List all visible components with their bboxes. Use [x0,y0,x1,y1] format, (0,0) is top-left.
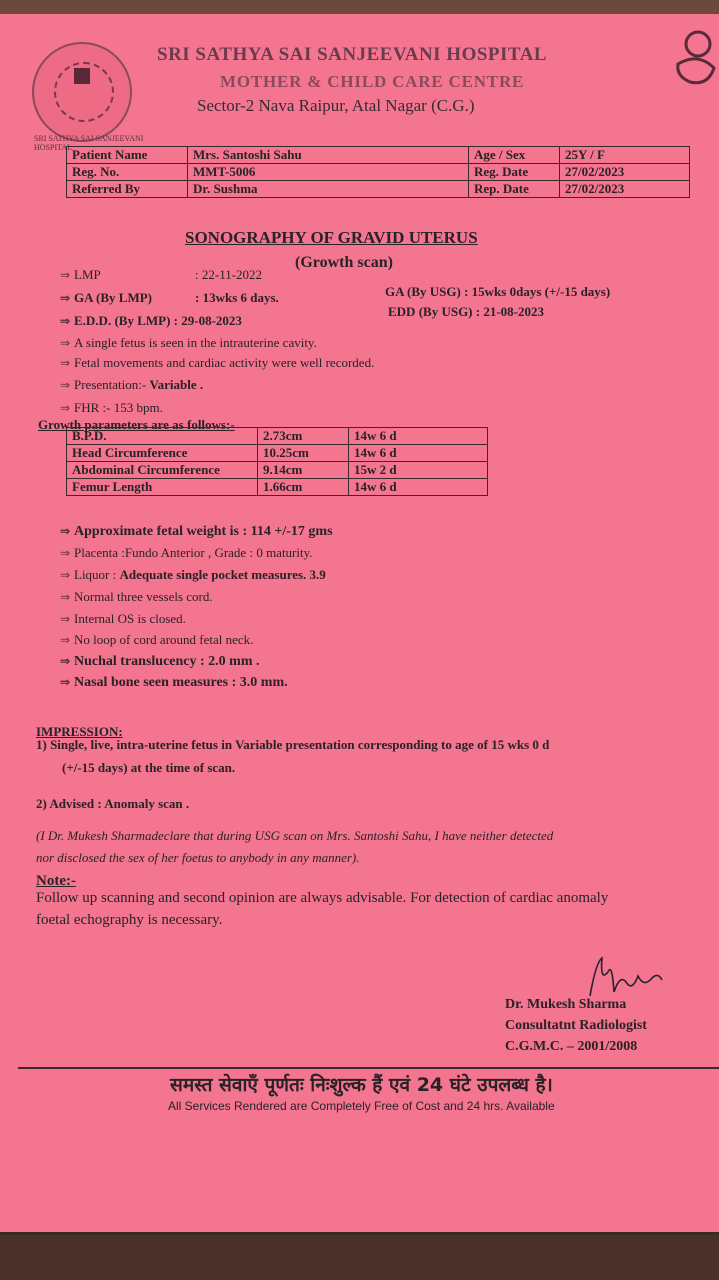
note-heading: Note:- [36,873,76,889]
nasal-row [60,675,288,691]
finding-row [60,335,317,351]
signature-designation: Consultatnt Radiologist [505,1018,647,1033]
rep-date-label: Rep. Date [469,181,560,198]
background-surface [0,1235,719,1280]
bullet-icon: ⇒ [60,568,71,582]
os-text: Internal OS is closed. [74,611,186,626]
presentation-value: Variable . [149,377,204,392]
presentation-label: Presentation:- [74,377,147,392]
finding-text: A single fetus is seen in the intrauterine cavity. [74,335,317,350]
ga-lmp-label: GA (By LMP) [74,290,152,305]
rep-date: 27/02/2023 [560,181,690,198]
growth-value: 10.25cm [258,445,349,462]
bullet-icon: ⇒ [60,590,71,604]
growth-param: B.P.D. [67,428,258,445]
bullet-icon: ⇒ [60,675,71,689]
loop-row [60,632,253,648]
note-line2: foetal echography is necessary. [36,912,223,928]
edd-usg-label: EDD (By USG) : [388,304,481,319]
bullet-icon: ⇒ [60,336,71,350]
signature-reg: C.G.M.C. – 2001/2008 [505,1039,638,1054]
bullet-icon: ⇒ [60,546,71,560]
growth-age: 14w 6 d [349,428,488,445]
growth-param: Femur Length [67,479,258,496]
growth-param: Abdominal Circumference [67,462,258,479]
footer-hindi: समस्त सेवाएँ पूर्णतः निःशुल्क हैं एवं 24 घंटे उपलब्ध है। [170,1074,553,1096]
bullet-icon: ⇒ [60,401,71,415]
fetal-weight-text: Approximate fetal weight is : 114 +/-17 gms [74,524,333,539]
patient-info-table [66,146,690,198]
patient-name-label: Patient Name [67,147,188,164]
nt-row [60,654,260,670]
bullet-icon: ⇒ [60,268,71,282]
cross-icon [74,68,90,84]
hospital-subtitle: MOTHER & CHILD CARE CENTRE [220,72,525,91]
reg-no-label: Reg. No. [67,164,188,181]
loop-text: No loop of cord around fetal neck. [74,632,254,647]
ga-lmp-row [60,290,279,306]
declaration-line1: (I Dr. Mukesh Sharmadeclare that during USG scan on Mrs. Santoshi Sahu, I have neither detected [36,828,554,843]
footer-divider [18,1067,719,1069]
ga-lmp-value: : 13wks 6 days. [195,290,279,305]
table-row [67,462,488,479]
growth-age: 14w 6 d [349,479,488,496]
lmp-label: LMP [74,267,101,282]
hospital-logo [32,42,132,142]
liquor-row [60,567,326,583]
impression-line1: 1) Single, live, intra-uterine fetus in Variable presentation corresponding to age of 15 wks 0 d [36,737,550,752]
bullet-icon: ⇒ [60,291,71,305]
patient-name: Mrs. Santoshi Sahu [188,147,469,164]
lmp-row [60,267,263,283]
table-row [67,445,488,462]
referred-by-label: Referred By [67,181,188,198]
table-row [67,479,488,496]
impression-heading: IMPRESSION: [36,724,123,739]
fhr-text: FHR :- 153 bpm. [74,400,163,415]
cord-text: Normal three vessels cord. [74,589,213,604]
os-row [60,611,186,627]
impression-line1b: (+/-15 days) at the time of scan. [62,760,236,775]
bullet-icon: ⇒ [60,633,71,647]
declaration-line2: nor disclosed the sex of her foetus to anybody in any manner). [36,850,360,865]
growth-value: 2.73cm [258,428,349,445]
age-sex-label: Age / Sex [469,147,560,164]
table-row [67,428,488,445]
bullet-icon: ⇒ [60,378,71,392]
ga-usg-value: : 15wks 0days (+/-15 days) [464,284,611,299]
signature-name: Dr. Mukesh Sharma [505,997,627,1012]
growth-table [66,427,488,496]
referred-by: Dr. Sushma [188,181,469,198]
growth-value: 9.14cm [258,462,349,479]
edd-lmp-value: 29-08-2023 [181,313,242,328]
logo-caption: SRI SATHYA SAI SANJEEVANI HOSPITAL [34,134,144,152]
note-line1: Follow up scanning and second opinion are always advisable. For detection of cardiac anomaly [36,890,609,906]
liquor-value: Adequate single pocket measures. 3.9 [119,567,326,582]
bullet-icon: ⇒ [60,612,71,626]
finding-row [60,355,374,371]
growth-param: Head Circumference [67,445,258,462]
reg-no: MMT-5006 [188,164,469,181]
age-sex: 25Y / F [560,147,690,164]
ga-usg-row [385,284,610,300]
hospital-name: SRI SATHYA SAI SANJEEVANI HOSPITAL [157,44,548,65]
hospital-address: Sector-2 Nava Raipur, Atal Nagar (C.G.) [197,96,475,115]
edd-usg-value: 21-08-2023 [483,304,545,319]
edd-usg-row [388,304,544,320]
signature-image [586,952,666,1002]
bullet-icon: ⇒ [60,356,71,370]
fhr-row [60,400,163,416]
lmp-value: : 22-11-2022 [195,267,263,282]
edd-lmp-label: E.D.D. (By LMP) : [74,313,178,328]
placenta-row [60,545,313,561]
growth-heading: Growth parameters are as follows:- [38,417,235,432]
placenta-text: Placenta :Fundo Anterior , Grade : 0 maturity. [74,545,313,560]
nt-text: Nuchal translucency : 2.0 mm . [74,654,260,669]
reg-date-label: Reg. Date [469,164,560,181]
bullet-icon: ⇒ [60,314,71,328]
fetal-weight-row [60,524,333,540]
impression-line2: 2) Advised : Anomaly scan . [36,796,190,811]
presentation-row [60,377,203,393]
reg-date: 27/02/2023 [560,164,690,181]
report-title: SONOGRAPHY OF GRAVID UTERUS [185,228,478,247]
bullet-icon: ⇒ [60,654,71,668]
finding-text: Fetal movements and cardiac activity were well recorded. [74,355,375,370]
edd-lmp-row [60,313,242,329]
bullet-icon: ⇒ [60,524,71,538]
cord-row [60,589,213,605]
ga-usg-label: GA (By USG) [385,284,461,299]
liquor-label: Liquor : [74,567,117,582]
report-paper [0,14,719,1232]
footer-english: All Services Rendered are Completely Free of Cost and 24 hrs. Available [168,1099,555,1113]
growth-age: 14w 6 d [349,445,488,462]
nasal-text: Nasal bone seen measures : 3.0 mm. [74,675,288,690]
growth-value: 1.66cm [258,479,349,496]
mother-child-icon [668,24,718,104]
growth-age: 15w 2 d [349,462,488,479]
report-subtitle: (Growth scan) [295,254,393,271]
